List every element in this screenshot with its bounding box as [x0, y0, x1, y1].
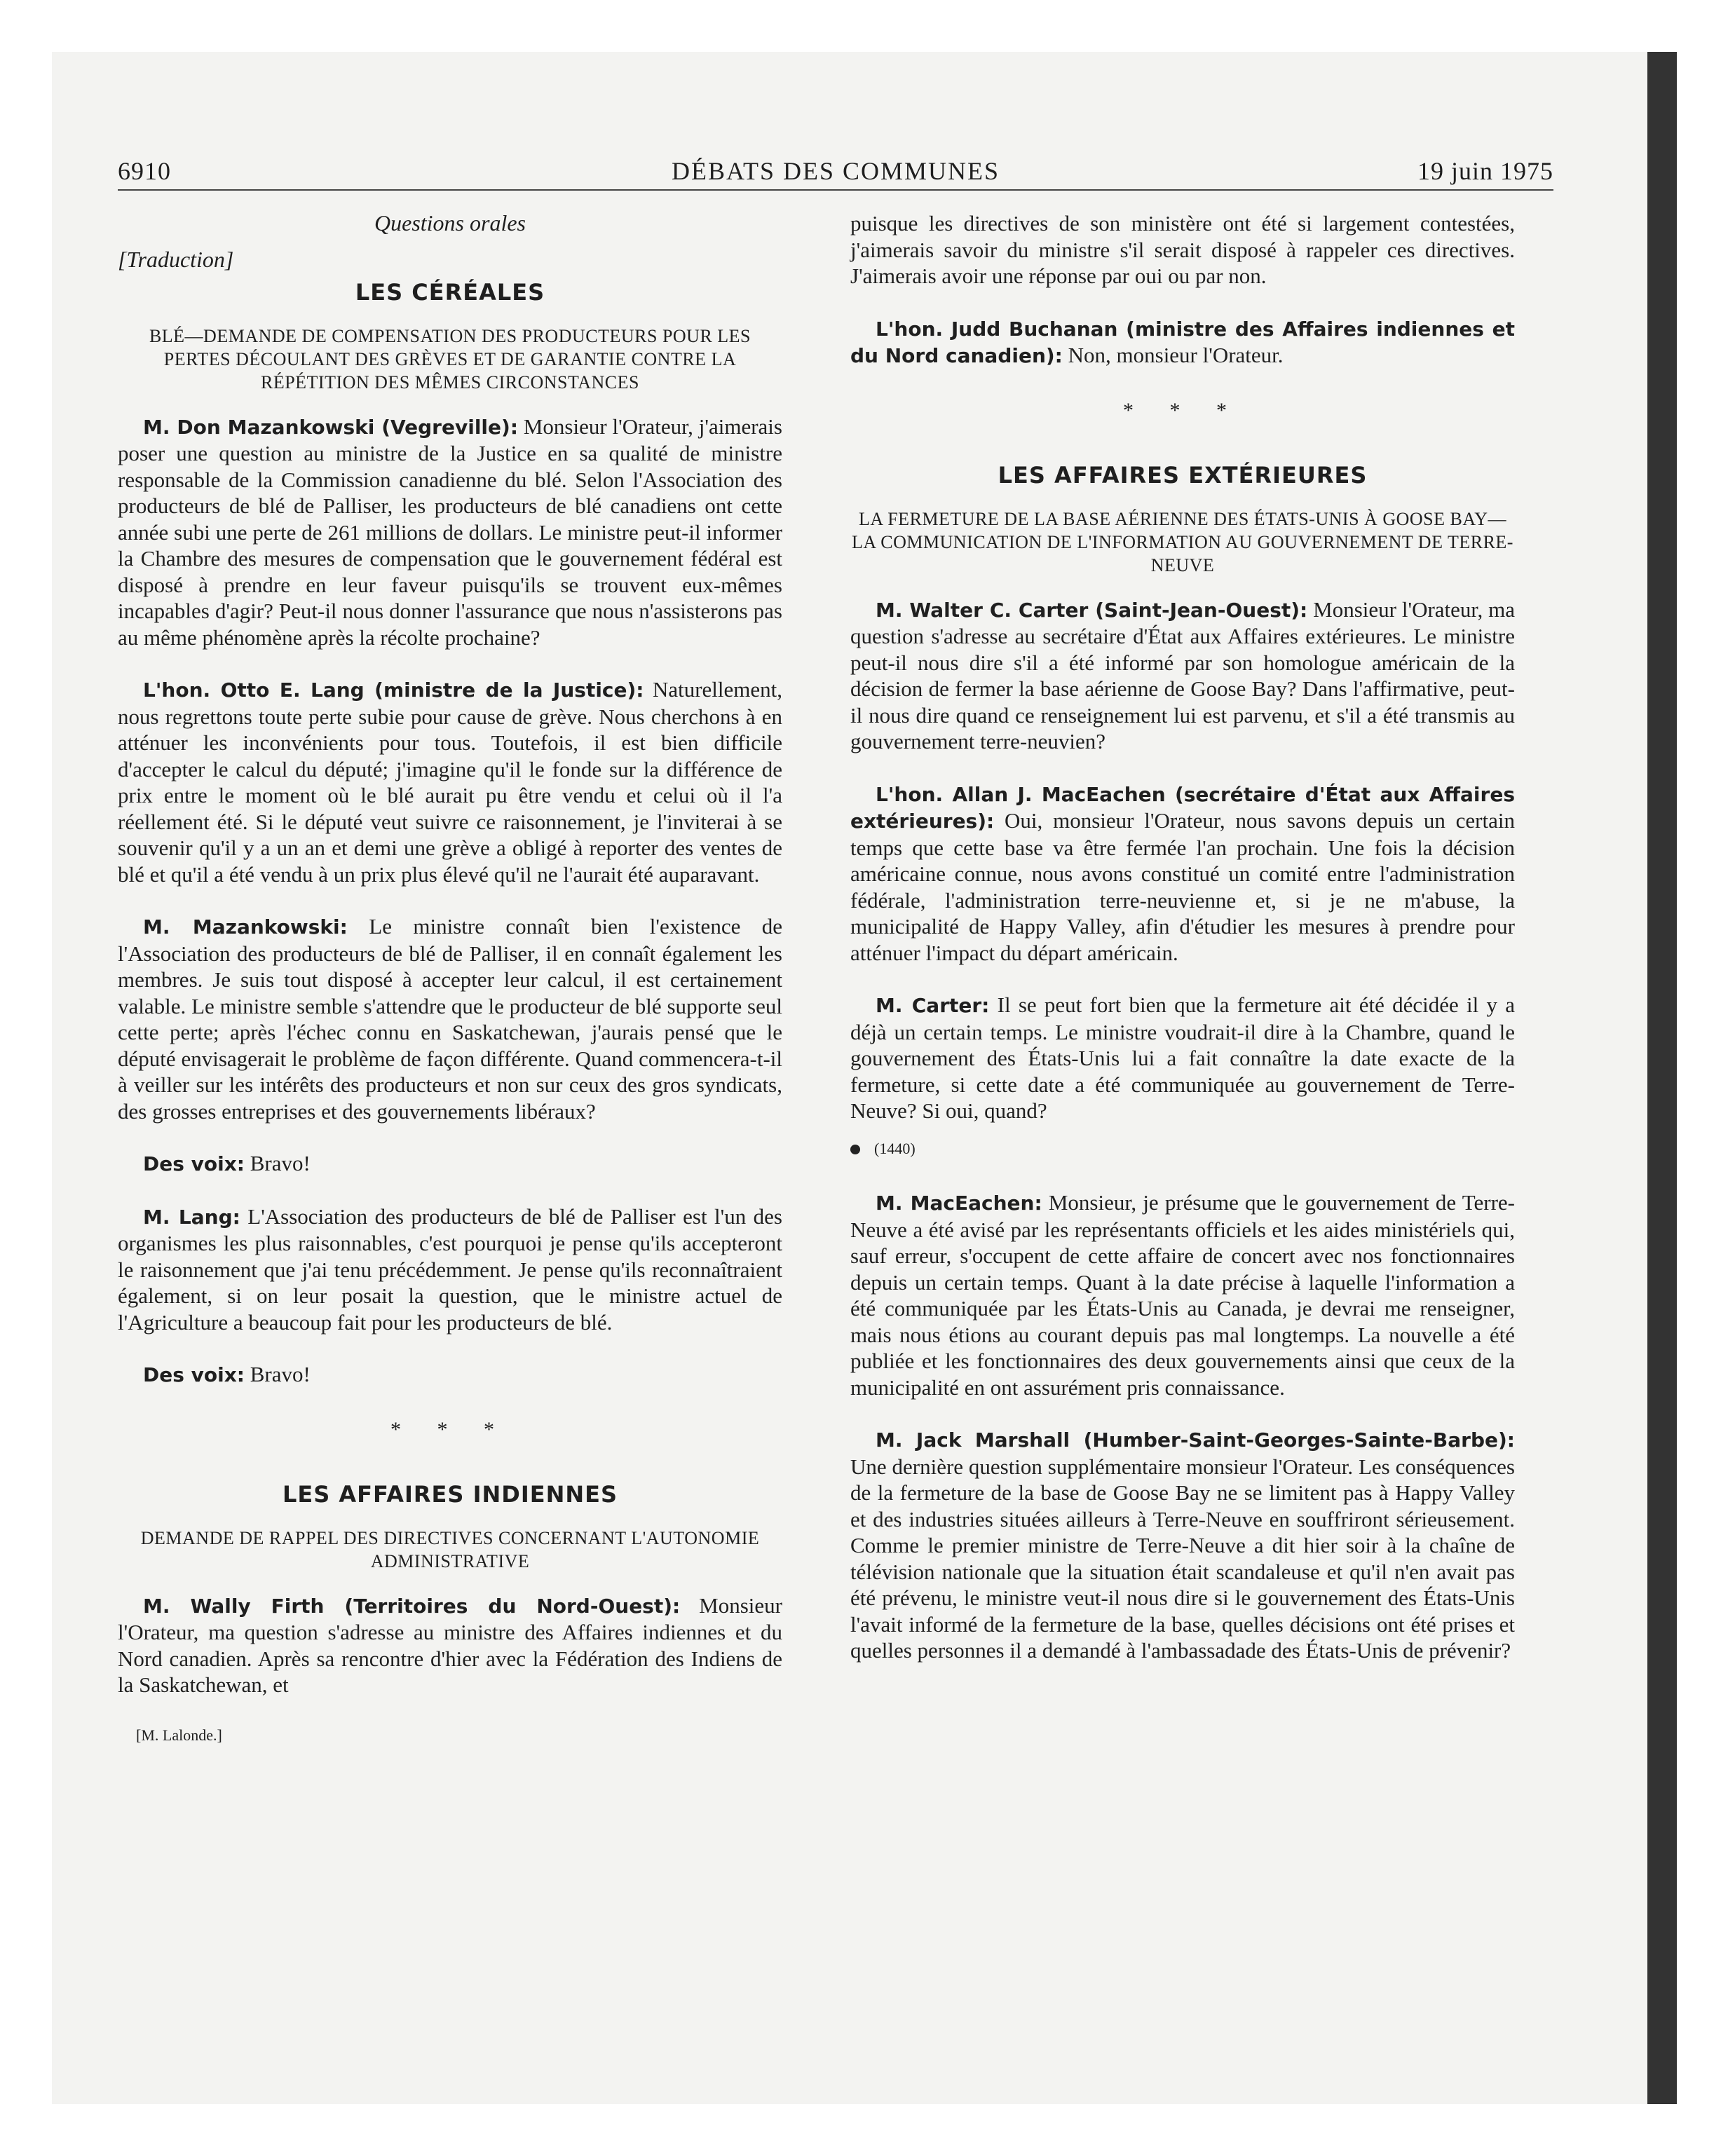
running-title: DÉBATS DES COMMUNES	[671, 157, 1000, 185]
page-number: 6910	[118, 157, 171, 185]
speech-text: Il se peut fort bien que la fermeture ait été décidée il y a déjà un certain temps. Le ministre voudrait-il dire à la Chambre, quand le gouvernement des États-Unis lui a fait connaître la date exacte de la fermeture, si cette date a été communiquée au gouvernement de Terre-Neuve? Si oui, quand?	[850, 992, 1515, 1123]
speech-text: Monsieur l'Orateur, j'aimerais poser une question au ministre de la Justice en sa qualité de ministre responsable de la Commission canadienne du blé. Selon l'Association des producteurs de blé de Palliser, les producteurs de blé canadiens ont cette année subi une perte de 261 millions de dollars. Le ministre peut-il informer la Chambre des mesures de compensation que le gouvernement fédéral est disposé à prendre en leur faveur puisqu'ils se trouvent eux-mêmes incapables d'agir? Peut-il nous donner l'assurance que nous n'assisterons pas au même phénomène après la récolte prochaine?	[118, 414, 782, 650]
time-stamp: (1440)	[874, 1139, 916, 1157]
speech-paragraph	[118, 676, 782, 887]
speech-text: Bravo!	[245, 1151, 311, 1175]
translation-note: [Traduction]	[118, 246, 234, 272]
speech-text: L'Association des producteurs de blé de Palliser est l'un des organismes les plus raisonnables, c'est pourquoi je pense qu'ils accepteront le raisonnement que j'ai tenu précédemment. Je pense qu'ils reconnaîtraient également, si on leur posait la question, que le ministre actuel de l'Agriculture a beaucoup fait pour les producteurs de blé.	[118, 1203, 782, 1335]
section-subheading: BLÉ—DEMANDE DE COMPENSATION DES PRODUCTEURS POUR LES PERTES DÉCOULANT DES GRÈVES ET DE GARANTIE CONTRE LA RÉPÉTITION DES MÊMES CIRCONSTANCES	[149, 325, 751, 393]
speech-text: Oui, monsieur l'Orateur, nous savons depuis un certain temps que cette base va être fermée l'an prochain. Une fois la décision américaine connue, nous avons constitué un comité entre l'administration fédérale, l'administration terre-neuvienne et, si je ne m'abuse, la municipalité de Happy Valley, afin d'étudier les mesures à prendre pour atténuer l'impact du départ américain.	[850, 808, 1515, 965]
speech-paragraph	[850, 992, 1515, 1124]
speaker-name: Des voix:	[143, 1363, 245, 1386]
section-subheading: DEMANDE DE RAPPEL DES DIRECTIVES CONCERNANT L'AUTONOMIE ADMINISTRATIVE	[140, 1527, 760, 1571]
speaker-name: M. Don Mazankowski (Vegreville):	[143, 415, 519, 439]
time-marker	[850, 1135, 1515, 1162]
speaker-name: L'hon. Allan J. MacEachen (secrétaire d'État aux Affaires extérieures):	[850, 782, 1515, 833]
speech-paragraph	[850, 1189, 1515, 1400]
speech-text: Non, monsieur l'Orateur.	[1062, 343, 1284, 367]
section-heading: LES AFFAIRES EXTÉRIEURES	[998, 462, 1368, 489]
speech-text: Monsieur l'Orateur, ma question s'adresse au secrétaire d'État aux Affaires extérieures. Le ministre peut-il nous dire s'il a été informé par son homologue américain de la décision de fermer la base aérienne de Goose Bay? Dans l'affirmative, peut-il nous dire quand ce renseignement lui est parvenu, et s'il a été transmis au gouvernement terre-neuvien?	[850, 596, 1515, 753]
speaker-name: Des voix:	[143, 1152, 245, 1175]
speech-paragraph	[118, 414, 782, 651]
section-heading: LES CÉRÉALES	[355, 279, 545, 306]
speech-text: Une dernière question supplémentaire monsieur l'Orateur. Les conséquences de la fermeture de la base de Goose Bay ne se limitent pas à Happy Valley et des industries situées ailleurs à Terre-Neuve en souffriront sérieusement. Comme le premier ministre de Terre-Neuve a dit hier soir à la chaîne de télévision nationale que la situation était scandaleuse et qu'il n'en avait pas été prévenu, le ministre veut-il nous dire si le gouvernement des États-Unis l'avait informé de la fermeture de la base, quelles décisions ont été prises et quelles personnes il a demandé à l'ambassadade des États-Unis de prévenir?	[850, 1454, 1515, 1663]
scan-edge-bar	[1647, 52, 1677, 2104]
speech-paragraph	[850, 1426, 1515, 1664]
speaker-name: L'hon. Otto E. Lang (ministre de la Justice):	[143, 678, 644, 702]
speaker-name: M. MacEachen:	[876, 1192, 1042, 1215]
page-date: 19 juin 1975	[1417, 157, 1553, 185]
speech-text: Bravo!	[245, 1362, 311, 1386]
speech-paragraph	[118, 913, 782, 1124]
speech-paragraph	[850, 596, 1515, 755]
speaker-name: M. Jack Marshall (Humber-Saint-Georges-Sainte-Barbe):	[876, 1428, 1515, 1452]
speech-paragraph	[850, 781, 1515, 967]
speech-paragraph	[118, 1361, 782, 1389]
speech-text: Monsieur l'Orateur, ma question s'adresse au ministre des Affaires indiennes et du Nord canadien. Après sa rencontre d'hier avec la Fédération des Indiens de la Saskatchewan, et	[118, 1592, 782, 1697]
right-column	[850, 210, 1515, 1664]
speech-paragraph	[118, 1150, 782, 1178]
page-header	[118, 157, 1553, 191]
speaker-name: M. Mazankowski:	[143, 915, 348, 939]
speaker-name: M. Carter:	[876, 994, 990, 1017]
speech-paragraph	[118, 1203, 782, 1336]
speech-text: puisque les directives de son ministère ont été si largement contestées, j'aimerais savoir du ministre s'il serait disposé à rappeler ces directives. J'aimerais avoir une réponse par oui ou par non.	[850, 211, 1515, 288]
speech-paragraph	[850, 315, 1515, 369]
speech-paragraph	[850, 210, 1515, 289]
speaker-name: M. Lang:	[143, 1205, 240, 1229]
footnote: [M. Lalonde.]	[136, 1726, 222, 1744]
speaker-name: L'hon. Judd Buchanan (ministre des Affaires indiennes et du Nord canadien):	[850, 317, 1515, 367]
speaker-name: M. Walter C. Carter (Saint-Jean-Ouest):	[876, 598, 1308, 622]
section-subheading: LA FERMETURE DE LA BASE AÉRIENNE DES ÉTATS-UNIS À GOOSE BAY—LA COMMUNICATION DE L'INFORMATION AU GOUVERNEMENT DE TERRE-NEUVE	[852, 508, 1513, 575]
speaker-name: M. Wally Firth (Territoires du Nord-Ouest):	[143, 1594, 681, 1618]
left-column	[118, 210, 782, 1748]
section-heading: LES AFFAIRES INDIENNES	[282, 1481, 618, 1508]
speech-text: Monsieur, je présume que le gouvernement de Terre-Neuve a été avisé par les représentants officiels et les aides ministériels qui, sauf erreur, s'occupent de cette affaire de concert avec nos fonctionnaires depuis un certain temps. Quant à la date précise à laquelle l'information a été communiquée par les États-Unis au Canada, je devrai me renseigner, mais nous étions au courant depuis pas mal longtemps. La nouvelle a été publiée et les fonctionnaires des deux gouvernements ainsi que ceux de la municipalité en ont assurément pris connaissance.	[850, 1190, 1516, 1400]
speech-paragraph	[118, 1592, 782, 1698]
speech-text: Naturellement, nous regrettons toute perte subie pour cause de grève. Nous cherchons à en atténuer les inconvénients pour tous. Toutefois, il est bien difficile d'accepter le calcul du député; j'imagine qu'il le fonde sur la différence de prix entre le moment où le blé aurait pu être vendu et celui où il l'a réellement été. Si le député veut suivre ce raisonnement, je l'inviterai à se souvenir qu'il y a un an et demi une grève a obligé à reporter des ventes de blé et qu'il a été vendu à un prix plus élevé qu'il ne l'aurait été auparavant.	[118, 677, 783, 887]
section-label: Questions orales	[374, 210, 526, 236]
speech-text: Le ministre connaît bien l'existence de l'Association des producteurs de blé de Palliser, il en connaît également les membres. Je suis tout disposé à accepter leur calcul, il est certainement valable. Le ministre semble s'attendre que le producteur de blé supporte seul cette perte; après l'échec connu en Saskatchewan, j'aurais pensé que le député envisagerait le problème de façon différente. Quand commencera-t-il à veiller sur les intérêts des producteurs et non sur ceux des gros syndicats, des grosses entreprises et des gouvernements libéraux?	[118, 914, 783, 1124]
section-separator: * * *	[1123, 398, 1242, 422]
section-separator: * * *	[390, 1417, 510, 1441]
bullet-icon	[850, 1145, 860, 1154]
